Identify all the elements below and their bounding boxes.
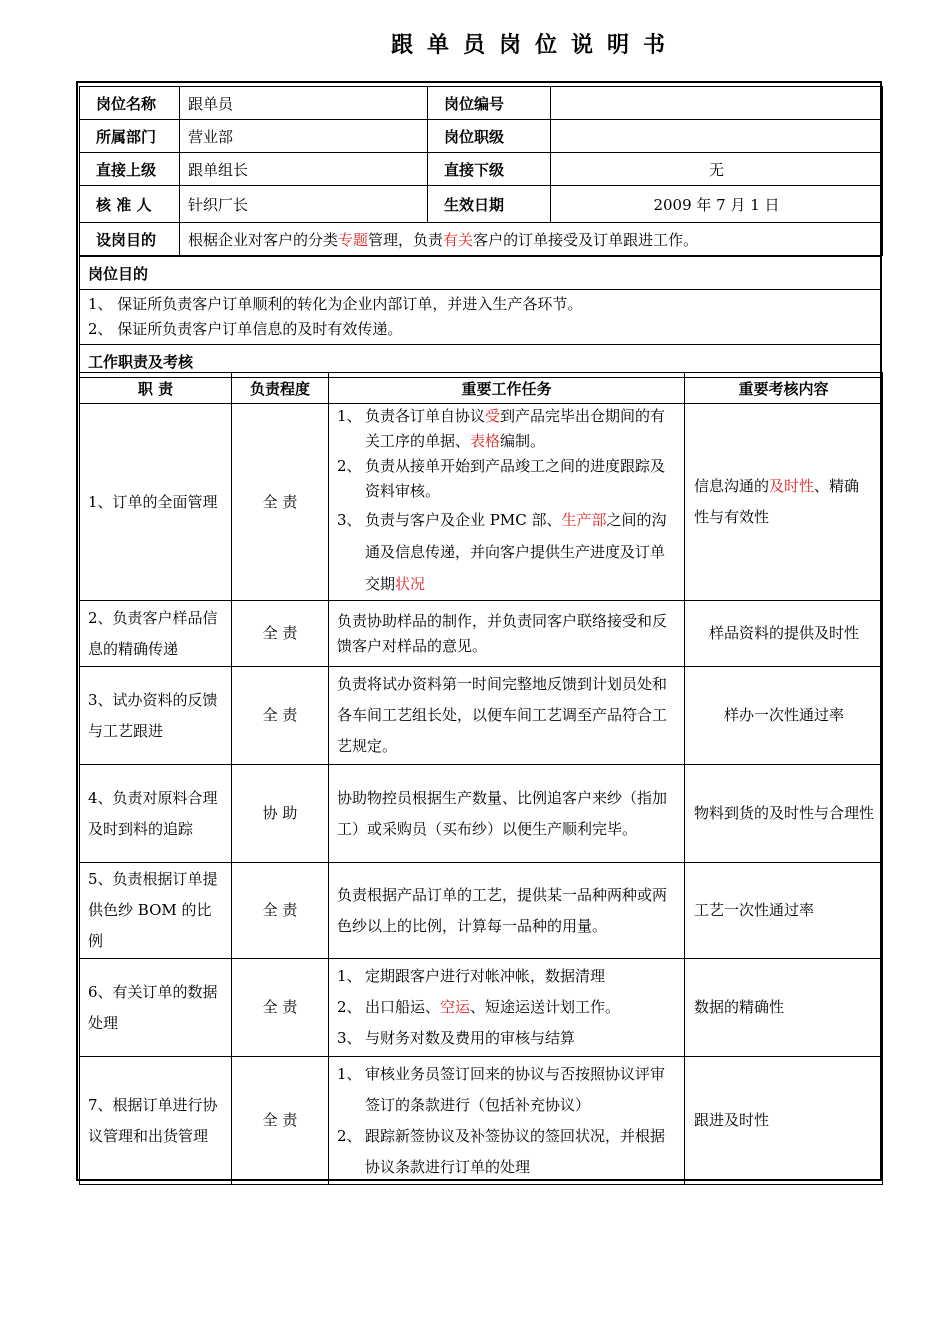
task-cell: 负责协助样品的制作，并负责同客户联络接受和反馈客户对样品的意见。 [329,601,685,667]
post-goal-item: 2、 保证所负责客户订单信息的及时有效传递。 [88,320,403,338]
kpi-part: 及时性 [769,477,815,495]
kpi-part: 、精确性与有效性 [694,477,860,526]
task-item [337,404,676,454]
column-header-row [80,373,883,404]
post-goal-item: 1、 保证所负责客户订单顺利的转化为企业内部订单，并进入生产各环节。 [88,295,583,313]
kpi-cell: 样办一次性通过率 [685,667,883,765]
post-goal-list [80,290,882,345]
task-item [337,504,676,600]
task-text [365,404,676,454]
duties-heading: 工作职责及考核 [80,345,882,378]
task-part: 生产部 [561,511,607,529]
task-cell: 协助物控员根据生产数量、比例追客户来纱（指加工）或采购员（买布纱）以便生产顺利完毕。 [329,765,685,863]
kpi-cell: 样品资料的提供及时性 [685,601,883,667]
column-header: 职 责 [80,373,232,404]
duty-cell: 2、负责客户样品信息的精确传递 [80,601,232,667]
purpose-part: 客户的订单接受及订单跟进工作。 [473,230,699,249]
duty-cell: 7、根据订单进行协议管理和出货管理 [80,1057,232,1185]
table-row [80,601,883,667]
post-goal-heading: 岗位目的 [80,257,882,290]
column-header: 负责程度 [232,373,329,404]
purpose-part: 管理，负责 [368,230,444,249]
task-item [337,1121,676,1183]
task-part: 表格 [470,432,501,450]
task-part: 、短途运送计划工作。 [470,998,621,1016]
task-part: 到产品完毕出仓期间的有关工序的单据、 [365,407,666,450]
header-row [80,120,883,153]
post-name-label: 岗位名称 [80,87,180,120]
degree-cell: 全 责 [232,1057,329,1185]
effective-label: 生效日期 [428,186,551,223]
kpi-cell: 工艺一次性通过率 [685,863,883,959]
degree-cell: 全 责 [232,863,329,959]
header-row [80,186,883,223]
task-item [337,1023,676,1054]
effective-value: 2009 年 7 月 1 日 [551,186,883,223]
duty-cell: 4、负责对原料合理及时到料的追踪 [80,765,232,863]
task-number: 1、 [337,407,362,425]
purpose-part: 根椐企业对客户的分类 [188,230,339,249]
approver-value: 针织厂长 [180,186,428,223]
kpi-cell [685,404,883,601]
task-part: 状况 [395,575,426,593]
task-item [337,1059,676,1121]
task-number: 2、 [337,1126,362,1145]
superior-value: 跟单组长 [180,153,428,186]
degree-cell: 全 责 [232,404,329,601]
degree-cell: 全 责 [232,959,329,1057]
task-text: 审核业务员签订回来的协议与否按照协议评审签订的条款进行（包括补充协议） [365,1064,666,1114]
degree-cell: 协 助 [232,765,329,863]
task-cell: 负责将试办资料第一时间完整地反馈到计划员处和各车间工艺组长处，以便车间工艺调至产品符合工艺规定。 [329,667,685,765]
header-row [80,153,883,186]
table-row [80,404,883,601]
task-text: 与财务对数及费用的审核与结算 [365,1029,576,1047]
superior-label: 直接上级 [80,153,180,186]
header-row [80,223,883,256]
task-number: 2、 [337,998,362,1016]
kpi-cell: 物料到货的及时性与合理性 [685,765,883,863]
duty-cell: 1、订单的全面管理 [80,404,232,601]
duties-table [79,372,883,1185]
purpose-part: 专题 [338,230,369,249]
level-label: 岗位职级 [428,120,551,153]
task-item [337,961,676,992]
kpi-part: 信息沟通的 [694,477,770,495]
table-row [80,667,883,765]
subordinate-value: 无 [551,153,883,186]
task-text [365,504,676,600]
level-value [551,120,883,153]
task-number: 1、 [337,967,362,985]
task-text: 负责从接单开始到产品竣工之间的进度跟踪及资料审核。 [365,457,666,500]
kpi-cell: 数据的精确性 [685,959,883,1057]
post-no-label: 岗位编号 [428,87,551,120]
table-row [80,863,883,959]
duty-cell: 3、试办资料的反馈与工艺跟进 [80,667,232,765]
degree-cell: 全 责 [232,601,329,667]
subordinate-label: 直接下级 [428,153,551,186]
task-part: 之间的沟通及信息传递，并向客户提供生产进度及订单交期 [365,511,667,593]
table-row [80,1057,883,1185]
approver-label: 核 准 人 [80,186,180,223]
document-title: 跟单员岗位说明书 [390,33,679,58]
dept-value: 营业部 [180,120,428,153]
duty-cell: 6、有关订单的数据处理 [80,959,232,1057]
purpose-text [180,223,883,256]
task-text: 定期跟客户进行对帐冲帐，数据清理 [365,967,606,985]
post-no-value [551,87,883,120]
task-cell: 负责根据产品订单的工艺，提供某一品种两种或两色纱以上的比例，计算每一品种的用量。 [329,863,685,959]
post-goal-section [79,256,882,378]
table-row [80,765,883,863]
task-part: 负责各订单自协议 [365,407,486,425]
table-row [80,959,883,1057]
purpose-part: 有关 [443,230,474,249]
column-header: 重要考核内容 [685,373,883,404]
header-table [79,86,883,256]
duty-cell: 5、负责根据订单提供色纱 BOM 的比例 [80,863,232,959]
task-number: 1、 [337,1064,362,1083]
task-text [365,992,676,1023]
task-item [337,992,676,1023]
task-number: 2、 [337,457,362,475]
task-cell [329,1057,685,1185]
task-part: 编制。 [500,432,546,450]
task-cell [329,959,685,1057]
degree-cell: 全 责 [232,667,329,765]
post-name-value: 跟单员 [180,87,428,120]
task-cell [329,404,685,601]
column-header: 重要工作任务 [329,373,685,404]
task-number: 3、 [337,511,362,529]
task-text: 跟踪新签协议及补签协议的签回状况，并根据协议条款进行订单的处理 [365,1126,666,1176]
task-part: 负责与客户及企业 PMC 部、 [365,511,562,529]
dept-label: 所属部门 [80,120,180,153]
header-row [80,87,883,120]
task-part: 出口船运、 [365,998,441,1016]
kpi-cell: 跟进及时性 [685,1057,883,1185]
task-number: 3、 [337,1029,362,1047]
task-part: 空运 [440,998,471,1016]
task-item [337,454,676,504]
task-part: 受 [485,407,501,425]
purpose-label: 设岗目的 [80,223,180,256]
